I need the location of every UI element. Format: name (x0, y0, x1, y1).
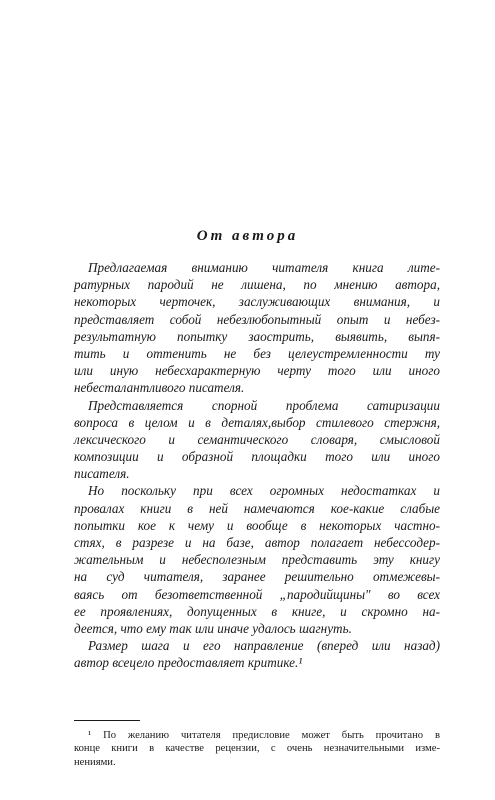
footnote-line: конце книги в качестве рецензии, с очень незначительными изме- (74, 743, 440, 755)
text-line: деется, что ему так или иначе удалось шагнуть. (74, 620, 352, 636)
paragraph-4 (74, 637, 440, 671)
paragraph-1 (74, 259, 440, 397)
text-line: писателя. (74, 466, 130, 482)
text-line: композиции и образной площадки того или иного (74, 449, 440, 465)
text-line: ваясь от безответственной „пародийщины" во всех (74, 586, 440, 602)
text-line: попытки кое к чему и вообще в некоторых частно- (74, 517, 440, 533)
footnote-divider (74, 720, 140, 721)
text-line: жательным и небесполезным представить эту книгу (74, 552, 440, 568)
text-line: провалах книги в ней намечаются кое-какие слабые (74, 500, 440, 516)
text-line: результатную попытку заострить, выявить, выпя- (74, 328, 440, 344)
text-line: представляет собой небезлюбопытный опыт и небез- (74, 311, 440, 327)
footnote (74, 729, 440, 769)
text-line: на суд читателя, заранее решительно отмежевы- (74, 569, 440, 585)
text-line: некоторых черточек, заслуживающих внимания, и (74, 294, 440, 310)
text-line: небесталантливого писателя. (74, 380, 245, 396)
footnote-line: нениями. (74, 756, 116, 768)
paragraph-3 (74, 482, 440, 637)
text-line: тить и оттенить не без целеустремленности ту (74, 345, 440, 361)
text-line: ее проявлениях, допущенных в книге, и скромно на- (74, 603, 440, 619)
text-line: стях, в разрезе и на базе, автор полагает небессодер- (74, 535, 440, 550)
text-line: автор всецело предоставляет критике.¹ (74, 655, 303, 671)
text-line: Но поскольку при всех огромных недостатках и (88, 483, 440, 499)
text-line: ратурных пародий не лишена, по мнению автора, (74, 277, 440, 293)
footnote-line: ¹ По желанию читателя предисловие может быть прочитано в (88, 730, 440, 741)
text-line: или иную небесхарактерную черту того или иного (74, 363, 440, 379)
text-line: Предлагаемая вниманию читателя книга лите- (88, 260, 440, 275)
paragraph-2 (74, 397, 440, 483)
chapter-heading: От автора (196, 228, 299, 244)
foreword-text (74, 259, 440, 672)
text-line: Размер шага и его направление (вперед или назад) (88, 638, 440, 654)
text-line: лексического и семантического словаря, смысловой (74, 431, 440, 447)
text-line: вопроса в целом и в деталях,выбор стилевого стержня, (74, 414, 440, 430)
text-line: Представляется спорной проблема сатиризации (88, 397, 440, 413)
